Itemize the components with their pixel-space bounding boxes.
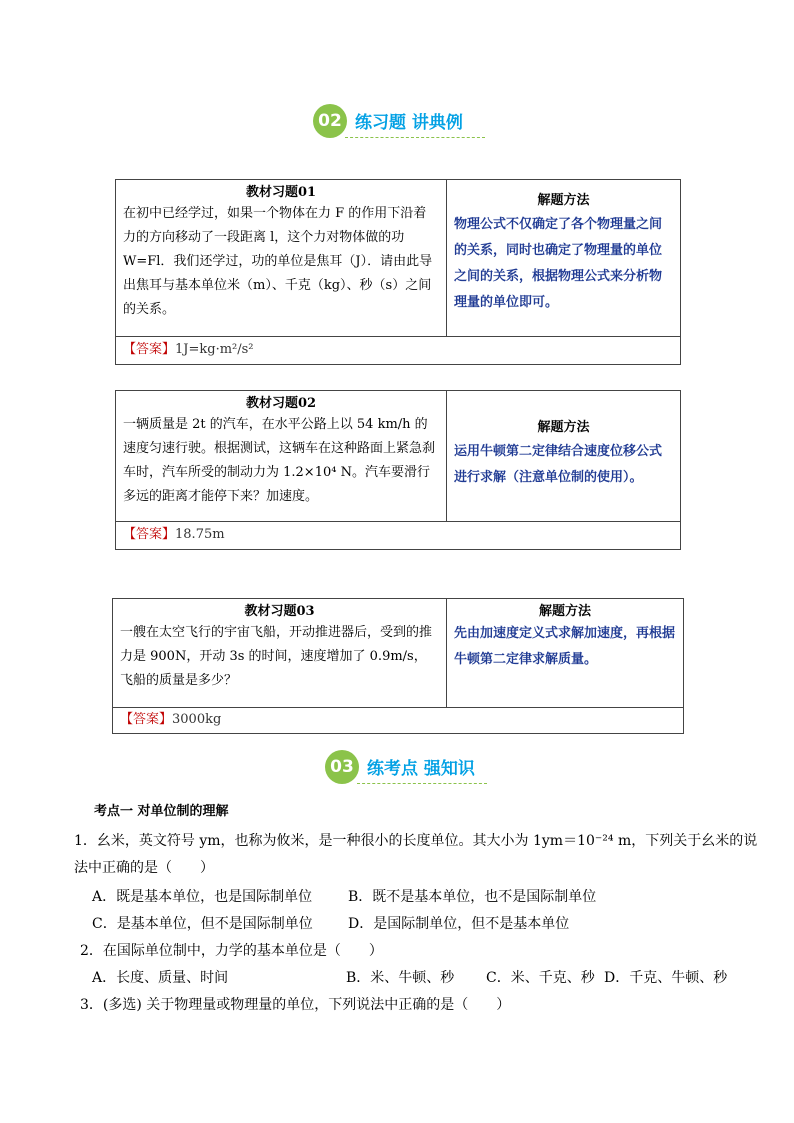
question-1-option-c: C．是基本单位，但不是国际制单位 — [92, 916, 313, 932]
method-title: 解题方法 — [537, 193, 590, 208]
exercise-title: 教材习题03 — [244, 604, 315, 619]
answer-value: 18.75m — [175, 527, 225, 542]
section-badge: 03 — [325, 750, 359, 784]
answer-value: 3000kg — [172, 712, 222, 727]
answer-row — [116, 337, 681, 365]
section-title: 练习题 讲典例 — [355, 113, 463, 133]
section-heading-02 — [0, 104, 794, 144]
exercise-title: 教材习题02 — [245, 396, 317, 411]
exercise-table-03 — [112, 598, 684, 734]
exercise-table-02 — [115, 390, 681, 550]
question-1-option-d: D．是国际制单位，但不是基本单位 — [348, 916, 570, 932]
method-cell — [447, 599, 684, 708]
question-2-option-c: C．米、千克、秒 — [486, 970, 595, 986]
topic-heading: 考点一 对单位制的理解 — [94, 804, 229, 819]
question-2-option-b: B．米、牛顿、秒 — [346, 970, 455, 986]
method-title: 解题方法 — [537, 420, 590, 435]
method-cell — [447, 180, 681, 337]
exercise-text: 一艘在太空飞行的宇宙飞船，开动推进器后，受到的推力是 900N，开动 3s 的时间，速度增加了 0.9m/s，飞船的质量是多少？ — [120, 625, 433, 688]
answer-value: 1J=kg·m²/s² — [175, 342, 254, 357]
exercise-question-cell — [113, 599, 447, 708]
method-title: 解题方法 — [538, 604, 591, 619]
exercise-text: 在初中已经学过，如果一个物体在力 F 的作用下沿着力的方向移动了一段距离 l，这个力对物体做的功 W=Fl．我们还学过，功的单位是焦耳（J）．请由此导出焦耳与基本单位米（m）、千克（kg）、秒（s）之间的关系。 — [123, 206, 433, 317]
answer-label: 【答案】 — [123, 527, 176, 542]
section-heading-03 — [0, 750, 794, 790]
exercise-title: 教材习题01 — [245, 185, 317, 200]
question-1-option-b: B．既不是基本单位，也不是国际制单位 — [348, 889, 597, 905]
method-text: 运用牛顿第二定律结合速度位移公式进行求解（注意单位制的使用）。 — [454, 444, 663, 485]
section-title: 练考点 强知识 — [367, 759, 475, 779]
question-2-option-a: A．长度、质量、时间 — [92, 970, 229, 986]
method-text: 物理公式不仅确定了各个物理量之间的关系，同时也确定了物理量的单位之间的关系，根据物理公式来分析物理量的单位即可。 — [454, 217, 663, 310]
section-badge: 02 — [313, 104, 347, 138]
question-2-stem: 2．在国际单位制中，力学的基本单位是（ ） — [80, 943, 383, 959]
exercise-table-01 — [115, 179, 681, 365]
method-text: 先由加速度定义式求解加速度，再根据牛顿第二定律求解质量。 — [454, 626, 676, 667]
question-3-stem: 3．(多选) 关于物理量或物理量的单位，下列说法中正确的是（ ） — [80, 997, 511, 1013]
exercise-question-cell — [116, 180, 447, 337]
section-underline — [357, 783, 487, 784]
exercise-question-cell — [116, 391, 447, 522]
answer-label: 【答案】 — [123, 342, 176, 357]
question-1-line-2: 法中正确的是（ ） — [74, 860, 214, 876]
answer-row — [116, 522, 681, 550]
question-1-line-1: 1．幺米，英文符号 ym，也称为攸米，是一种很小的长度单位。其大小为 1ym＝10⁻²⁴ m，下列关于幺米的说 — [74, 833, 758, 849]
method-cell — [447, 391, 681, 522]
question-2-option-d: D．千克、牛顿、秒 — [604, 970, 728, 986]
answer-label: 【答案】 — [120, 712, 173, 727]
section-underline — [345, 137, 485, 138]
answer-row — [113, 708, 684, 734]
question-1-option-a: A．既是基本单位，也是国际制单位 — [92, 889, 313, 905]
exercise-text: 一辆质量是 2t 的汽车，在水平公路上以 54 km/h 的速度匀速行驶。根据测试，这辆车在这种路面上紧急刹车时，汽车所受的制动力为 1.2×10⁴ N。汽车要滑行多远的距离才能停下来？加速度。 — [123, 417, 436, 504]
